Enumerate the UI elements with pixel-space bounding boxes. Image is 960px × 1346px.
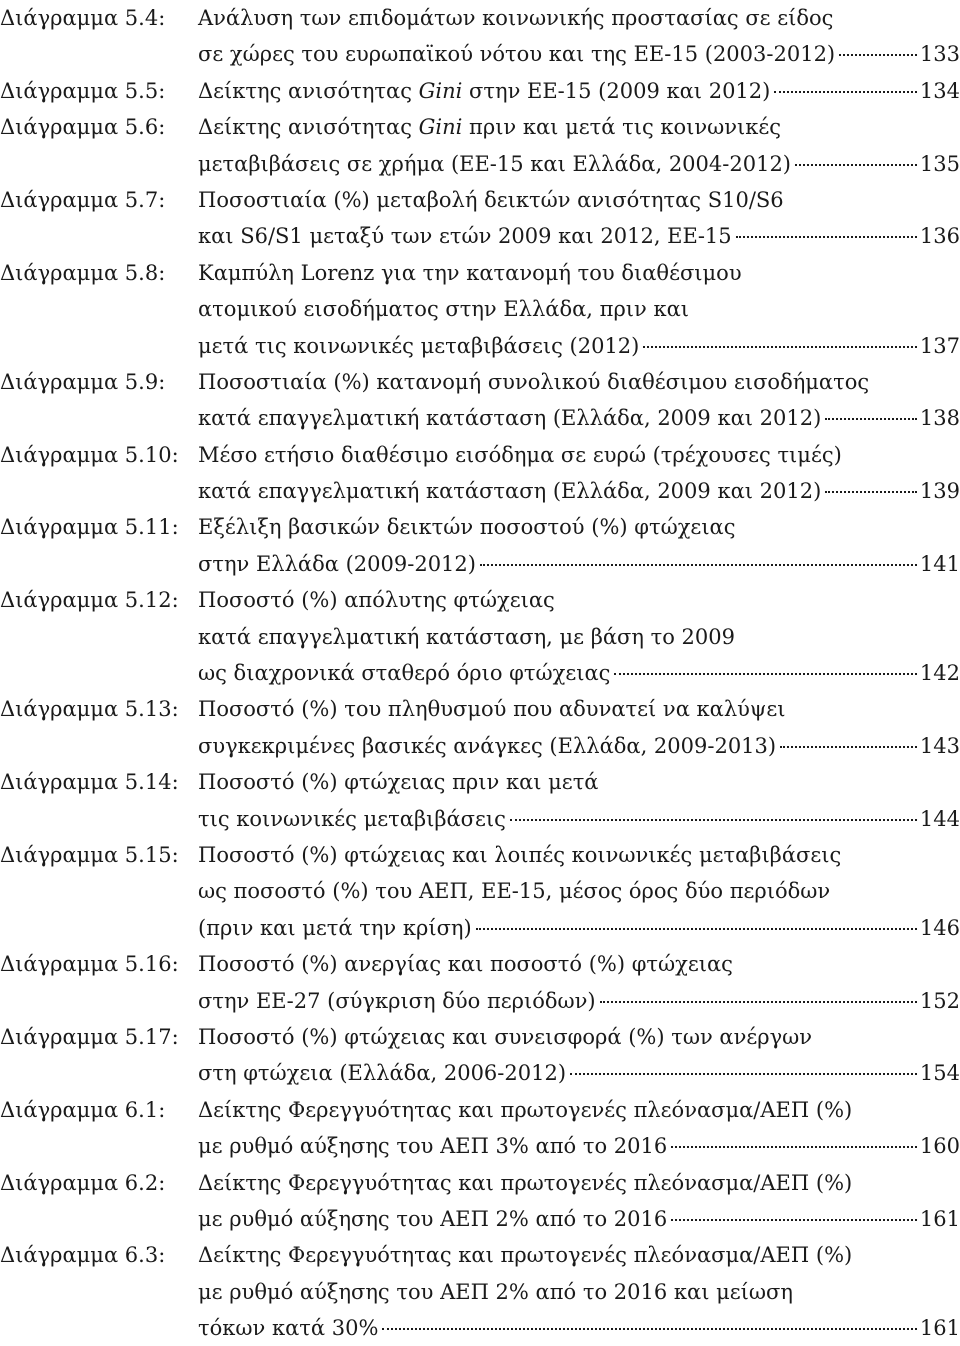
toc-entry-line (0, 983, 960, 1019)
figure-title-line: Ποσοστό (%) φτώχειας πριν και μετά (198, 770, 599, 795)
figure-title-line: στη φτώχεια (Ελλάδα, 2006-2012) (198, 1061, 567, 1086)
page-number[interactable]: 142 (919, 661, 960, 686)
toc-entry-line (0, 364, 960, 400)
figure-label: Διάγραμμα 5.4: (0, 6, 166, 30)
toc-entry-line (0, 109, 960, 145)
toc-entry-line (0, 619, 960, 655)
dot-leader (510, 819, 917, 821)
page-number[interactable]: 144 (919, 806, 960, 831)
page-number[interactable]: 152 (919, 988, 960, 1013)
figure-title-last-line (198, 473, 960, 509)
dot-leader (825, 418, 917, 420)
figure-title-line: Δείκτης ανισότητας Gini πριν και μετά τις κοινωνικές (198, 115, 782, 140)
dot-leader (570, 1073, 917, 1075)
toc-entry[interactable] (0, 1237, 960, 1346)
figure-title-line: με ρυθμό αύξησης του ΑΕΠ 2% από το 2016 και μείωση (198, 1279, 793, 1304)
toc-entry-line (0, 36, 960, 72)
figure-label: Διάγραμμα 5.15: (0, 842, 179, 867)
toc-entry-line (0, 218, 960, 254)
figure-title-line: Ποσοστό (%) ανεργίας και ποσοστό (%) φτώχειας (198, 952, 733, 977)
toc-entry-line (0, 255, 960, 291)
figure-title-last-line (198, 328, 960, 364)
toc-entry-line (0, 1055, 960, 1091)
figure-label: Διάγραμμα 5.8: (0, 260, 166, 285)
toc-entry-line (0, 837, 960, 873)
toc-entry-line (0, 546, 960, 582)
figure-title-line: Ποσοστό (%) φτώχειας και λοιπές κοινωνικές μεταβιβάσεις (198, 842, 842, 867)
figure-title-line: στην ΕΕ-27 (σύγκριση δύο περιόδων) (198, 988, 596, 1013)
figure-title-line: μετά τις κοινωνικές μεταβιβάσεις (2012) (198, 333, 640, 358)
page-number[interactable]: 146 (919, 915, 960, 940)
figure-title-line: Ποσοστό (%) απόλυτης φτώχειας (198, 588, 555, 613)
toc-entry[interactable] (0, 1165, 960, 1238)
figure-label: Διάγραμμα 5.12: (0, 588, 179, 613)
figure-title-last-line (198, 400, 960, 436)
figure-title-line: με ρυθμό αύξησης του ΑΕΠ 2% από το 2016 (198, 1206, 668, 1231)
figure-title-last-line (198, 1128, 960, 1164)
toc-entry-line (0, 182, 960, 218)
toc-entry[interactable] (0, 73, 960, 109)
figure-label: Διάγραμμα 6.3: (0, 1243, 166, 1268)
toc-entry-line (0, 1165, 960, 1201)
figure-label: Διάγραμμα 5.7: (0, 187, 166, 212)
figure-title-line: Καμπύλη Lorenz για την κατανομή του διαθέσιμου (198, 260, 742, 285)
figure-title-line: τις κοινωνικές μεταβιβάσεις (198, 806, 506, 831)
figure-label: Διάγραμμα 5.14: (0, 770, 179, 795)
figure-title-line: Δείκτης ανισότητας Gini στην ΕΕ-15 (2009 και 2012) (198, 78, 771, 103)
dot-leader (643, 346, 917, 348)
figure-title-line: (πριν και μετά την κρίση) (198, 915, 472, 940)
toc-entry-line (0, 146, 960, 182)
toc-entry-line (0, 801, 960, 837)
toc-entry-line (0, 328, 960, 364)
figure-label: Διάγραμμα 5.9: (0, 369, 166, 394)
toc-entry-line (0, 691, 960, 727)
figure-title-line: κατά επαγγελματική κατάσταση (Ελλάδα, 2009 και 2012) (198, 479, 822, 504)
dot-leader (839, 54, 917, 56)
figure-label: Διάγραμμα 5.5: (0, 78, 166, 103)
page-number[interactable]: 137 (919, 333, 960, 358)
toc-entry[interactable] (0, 182, 960, 255)
dot-leader (736, 236, 917, 238)
toc-entry-line (0, 1201, 960, 1237)
toc-entry[interactable] (0, 946, 960, 1019)
toc-entry-line (0, 946, 960, 982)
dot-leader (480, 564, 917, 566)
page-number[interactable]: 139 (919, 479, 960, 504)
toc-entry[interactable] (0, 582, 960, 691)
figure-title-last-line (198, 983, 960, 1019)
page-number[interactable]: 136 (919, 224, 960, 249)
figure-title-last-line (198, 1201, 960, 1237)
page-number[interactable]: 135 (919, 151, 960, 176)
figure-label: Διάγραμμα 5.11: (0, 515, 179, 540)
figure-title-line: Μέσο ετήσιο διαθέσιμο εισόδημα σε ευρώ (τρέχουσες τιμές) (198, 442, 842, 467)
figure-title-line: και S6/S1 μεταξύ των ετών 2009 και 2012, ΕΕ-15 (198, 224, 732, 249)
page-number[interactable]: 134 (919, 78, 960, 103)
dot-leader (600, 1001, 917, 1003)
figure-label: Διάγραμμα 6.2: (0, 1170, 166, 1195)
toc-entry[interactable] (0, 364, 960, 437)
toc-entry-line (0, 873, 960, 909)
page-number[interactable]: 143 (919, 733, 960, 758)
toc-entry[interactable] (0, 0, 960, 73)
dot-leader (382, 1328, 916, 1330)
toc-entry-line (0, 1019, 960, 1055)
dot-leader (614, 673, 917, 675)
toc-entry-line (0, 582, 960, 618)
figure-title-line: ατομικού εισοδήματος στην Ελλάδα, πριν και (198, 297, 690, 322)
figure-title-last-line (198, 655, 960, 691)
toc-entry-line (0, 0, 960, 36)
toc-entry[interactable] (0, 764, 960, 837)
dot-leader (780, 746, 917, 748)
page-number[interactable]: 138 (919, 406, 960, 431)
dot-leader (774, 91, 917, 93)
figure-title-last-line (198, 801, 960, 837)
figure-title-line: Ανάλυση των επιδομάτων κοινωνικής προστασίας σε είδος (198, 6, 834, 30)
toc-entry-line (0, 509, 960, 545)
figure-title-line: Ποσοστιαία (%) κατανομή συνολικού διαθέσιμου εισοδήματος (198, 369, 870, 394)
figure-title-line: κατά επαγγελματική κατάσταση, με βάση το 2009 (198, 624, 735, 649)
toc-entry-line (0, 1237, 960, 1273)
figure-label: Διάγραμμα 5.10: (0, 442, 179, 467)
toc-entry-line (0, 764, 960, 800)
figure-title-line: Δείκτης Φερεγγυότητας και πρωτογενές πλεόνασμα/ΑΕΠ (%) (198, 1097, 853, 1122)
figure-label: Διάγραμμα 5.16: (0, 952, 179, 977)
figure-title-line: κατά επαγγελματική κατάσταση (Ελλάδα, 2009 και 2012) (198, 406, 822, 431)
figure-title-line: σε χώρες του ευρωπαϊκού νότου και της ΕΕ-15 (2003-2012) (198, 42, 836, 67)
figure-title-line: στην Ελλάδα (2009-2012) (198, 551, 476, 576)
figure-title-line: Εξέλιξη βασικών δεικτών ποσοστού (%) φτώχειας (198, 515, 736, 540)
figure-title-line: μεταβιβάσεις σε χρήμα (ΕΕ-15 και Ελλάδα, 2004-2012) (198, 151, 791, 176)
figure-label: Διάγραμμα 6.1: (0, 1097, 166, 1122)
figure-title-line: ως διαχρονικά σταθερό όριο φτώχειας (198, 661, 611, 686)
toc-entry-line (0, 910, 960, 946)
toc-entry-line (0, 728, 960, 764)
toc-entry-line (0, 437, 960, 473)
page-number[interactable]: 160 (919, 1134, 960, 1159)
figure-label: Διάγραμμα 5.17: (0, 1024, 179, 1049)
page-number[interactable]: 141 (919, 551, 960, 576)
figure-title-last-line (198, 910, 960, 946)
toc-entry[interactable] (0, 1092, 960, 1165)
page-number[interactable]: 154 (919, 1061, 960, 1086)
toc-entry[interactable] (0, 1019, 960, 1092)
figure-title-last-line (198, 1055, 960, 1091)
figure-title-line: με ρυθμό αύξησης του ΑΕΠ 3% από το 2016 (198, 1134, 668, 1159)
toc-entry-line (0, 291, 960, 327)
figure-title-line: Ποσοστό (%) του πληθυσμού που αδυνατεί να καλύψει (198, 697, 786, 722)
figure-title-line: ως ποσοστό (%) του ΑΕΠ, ΕΕ-15, μέσος όρος δύο περιόδων (198, 879, 831, 904)
dot-leader (671, 1146, 917, 1148)
toc-entry-line (0, 1128, 960, 1164)
page-number[interactable]: 161 (919, 1316, 960, 1341)
figure-label: Διάγραμμα 5.13: (0, 697, 179, 722)
toc-entry[interactable] (0, 109, 960, 182)
figure-title-line: συγκεκριμένες βασικές ανάγκες (Ελλάδα, 2009-2013) (198, 733, 777, 758)
toc-entry-line (0, 1310, 960, 1346)
figure-title-line: Ποσοστό (%) φτώχειας και συνεισφορά (%) των ανέργων (198, 1024, 813, 1049)
toc-entry[interactable] (0, 437, 960, 510)
toc-entry[interactable] (0, 509, 960, 582)
figure-title-last-line (198, 146, 960, 182)
figure-title-last-line (198, 1310, 960, 1346)
toc-entry-line (0, 400, 960, 436)
page-number[interactable]: 161 (919, 1206, 960, 1231)
figure-title-line: Δείκτης Φερεγγυότητας και πρωτογενές πλεόνασμα/ΑΕΠ (%) (198, 1170, 853, 1195)
figure-title-last-line (198, 728, 960, 764)
dot-leader (476, 928, 917, 930)
dot-leader (795, 164, 917, 166)
figure-title-last-line (198, 73, 960, 109)
toc-entry-line (0, 1274, 960, 1310)
figure-title-last-line (198, 218, 960, 254)
figure-title-line: Ποσοστιαία (%) μεταβολή δεικτών ανισότητας S10/S6 (198, 187, 784, 212)
toc-entry[interactable] (0, 837, 960, 946)
toc-entry-line (0, 473, 960, 509)
dot-leader (825, 491, 917, 493)
toc-entry-line (0, 655, 960, 691)
toc-entry[interactable] (0, 691, 960, 764)
toc-entry[interactable] (0, 255, 960, 364)
figure-label: Διάγραμμα 5.6: (0, 115, 166, 140)
figure-title-line: Δείκτης Φερεγγυότητας και πρωτογενές πλεόνασμα/ΑΕΠ (%) (198, 1243, 853, 1268)
figure-title-last-line (198, 546, 960, 582)
toc-entry-line (0, 73, 960, 109)
toc-entry-line (0, 1092, 960, 1128)
figure-title-line: τόκων κατά 30% (198, 1316, 379, 1341)
figure-title-last-line (198, 36, 960, 72)
page-number[interactable]: 133 (919, 42, 960, 67)
dot-leader (671, 1219, 917, 1221)
